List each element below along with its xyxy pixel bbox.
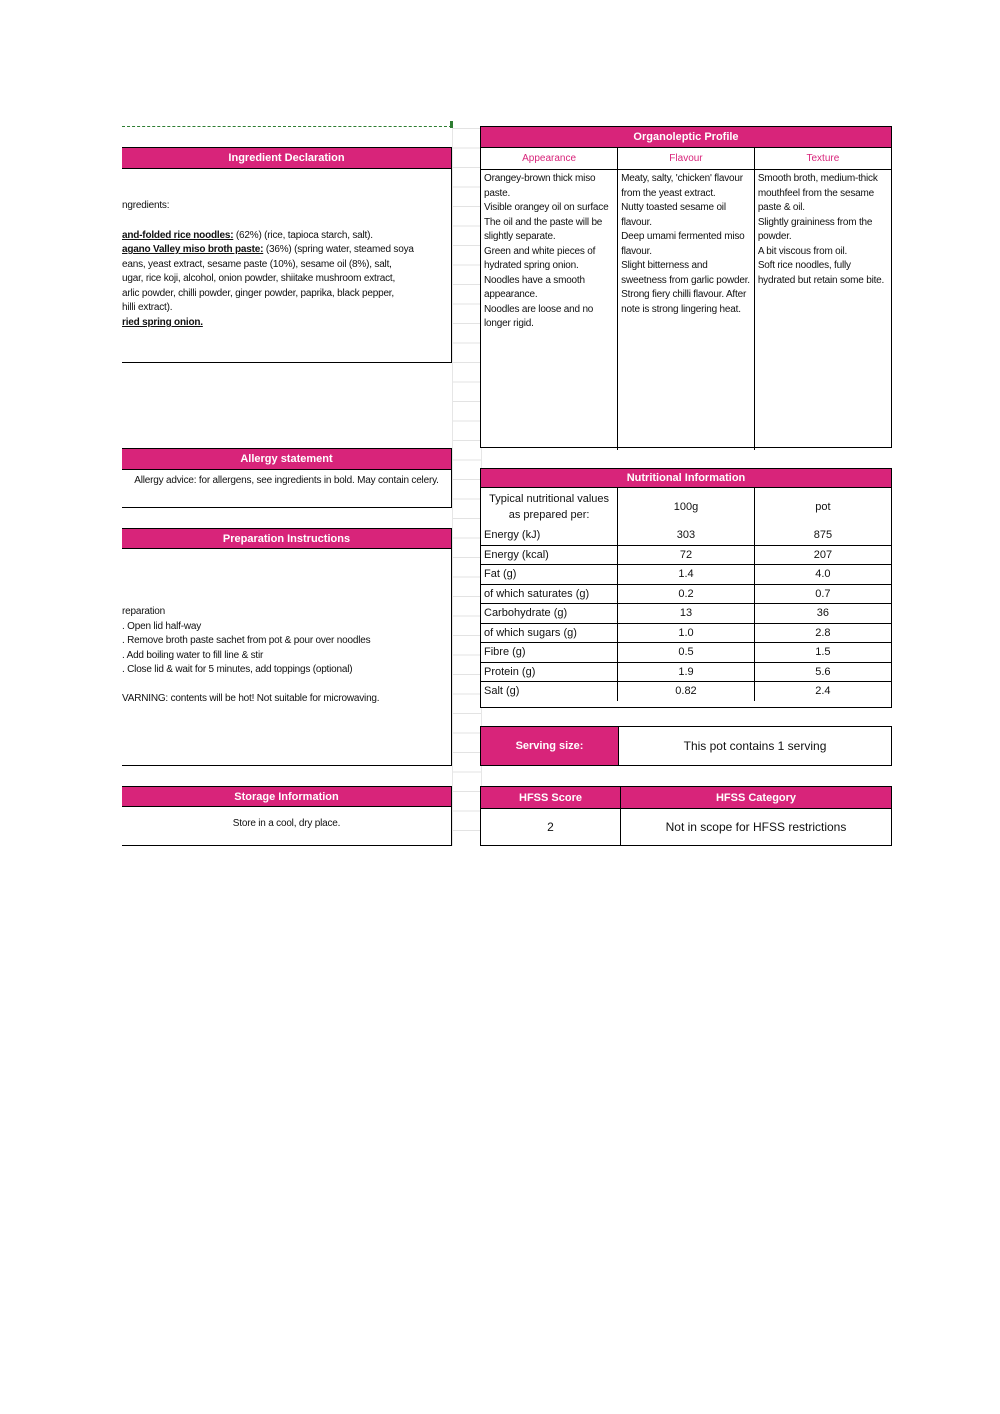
allergy-statement-panel (122, 448, 452, 508)
ingredient-line (122, 229, 443, 244)
nutrient-name: Protein (g) (481, 662, 618, 682)
preparation-panel (122, 528, 452, 766)
hfss-category-label: HFSS Category (621, 787, 892, 809)
preparation-line: . Open lid half-way (122, 620, 202, 632)
per-100g-value: 0.5 (618, 643, 755, 663)
preparation-line: . Remove broth paste sachet from pot & pour over noodles (122, 635, 371, 646)
ingredient-detail: (62%) (rice, tapioca starch, salt). (233, 229, 373, 241)
flavour-notes (618, 170, 755, 451)
ingredient-declaration-title: Ingredient Declaration (122, 148, 451, 169)
per-100g-value: 1.0 (618, 623, 755, 643)
organoleptic-table (481, 148, 891, 450)
per-100g-value: 1.4 (618, 565, 755, 585)
per-100g-value: 0.82 (618, 682, 755, 701)
ingredient-detail: ugar, rice koji, alcohol, onion powder, shiitake mushroom extract, (122, 273, 396, 284)
organoleptic-note: Meaty, salty, 'chicken' flavour from the yeast extract. (621, 173, 743, 199)
texture-notes (754, 170, 891, 451)
preparation-line (122, 678, 443, 693)
hfss-panel (480, 786, 892, 846)
nutrient-name: Fat (g) (481, 565, 618, 585)
ingredient-line (122, 272, 443, 287)
nutrition-header-pot: pot (815, 501, 831, 513)
allergy-text: Allergy advice: for allergens, see ingredients in bold. May contain celery. (134, 475, 439, 486)
per-pot-value: 36 (754, 604, 891, 624)
ingredient-line (122, 243, 443, 258)
preparation-title: Preparation Instructions (122, 529, 451, 549)
organoleptic-note: Nutty toasted sesame oil flavour. (621, 202, 726, 228)
ingredient-detail: (36%) (spring water, steamed soya (263, 244, 414, 255)
preparation-steps (122, 549, 451, 707)
per-100g-value: 13 (618, 604, 755, 624)
per-pot-value: 0.7 (754, 584, 891, 604)
nutrient-name: Salt (g) (481, 682, 618, 701)
storage-text: Store in a cool, dry place. (232, 818, 341, 829)
preparation-line: . Close lid & wait for 5 minutes, add toppings (optional) (122, 664, 353, 675)
per-pot-value: 5.6 (754, 662, 891, 682)
organoleptic-note: Slightly graininess from the powder. (757, 216, 873, 242)
nutrient-name: of which saturates (g) (481, 584, 618, 604)
appearance-header: Appearance (481, 148, 618, 170)
ingredients-heading: ngredients: (122, 200, 170, 211)
preparation-line: . Add boiling water to fill line & stir (122, 649, 264, 661)
organoleptic-title: Organoleptic Profile (481, 127, 891, 148)
nutrition-row (481, 565, 891, 585)
per-pot-value: 4.0 (754, 565, 891, 585)
organoleptic-note: Green and white pieces of hydrated spring onion. (484, 245, 596, 271)
storage-panel (122, 786, 452, 846)
nutrient-name: Carbohydrate (g) (481, 604, 618, 624)
per-100g-value: 0.2 (618, 584, 755, 604)
ingredient-line (122, 258, 443, 273)
ingredient-line (122, 316, 443, 331)
nutrition-title: Nutritional Information (481, 469, 891, 488)
per-100g-value: 72 (618, 545, 755, 565)
hfss-score-label: HFSS Score (481, 787, 621, 809)
nutrition-row (481, 643, 891, 663)
ingredient-detail: eans, yeast extract, sesame paste (10%), sesame oil (8%), salt, (122, 258, 392, 270)
nutrition-row (481, 604, 891, 624)
ingredient-component-name: and-folded rice noodles: (122, 229, 234, 241)
nutrition-row (481, 682, 891, 701)
nutrition-row (481, 584, 891, 604)
nutrition-row (481, 623, 891, 643)
hfss-category-value: Not in scope for HFSS restrictions (665, 820, 847, 834)
nutrient-name: Fibre (g) (481, 643, 618, 663)
nutritional-information-panel (480, 468, 892, 708)
organoleptic-note: A bit viscous from oil. (757, 245, 848, 257)
per-pot-value: 2.4 (815, 685, 831, 698)
allergy-statement-title: Allergy statement (122, 449, 451, 470)
nutrition-row (481, 545, 891, 565)
ingredient-component-name: ried spring onion. (122, 316, 203, 328)
per-pot-value: 2.8 (754, 623, 891, 643)
storage-title: Storage Information (122, 787, 451, 807)
hfss-score-value: 2 (481, 809, 621, 846)
cell-fill-handle[interactable] (450, 121, 453, 128)
organoleptic-note: Visible orangey oil on surface The oil and the paste will be slightly separate. (484, 202, 609, 242)
nutrient-name: of which sugars (g) (481, 623, 618, 643)
nutrition-row (481, 662, 891, 682)
appearance-notes (481, 170, 618, 451)
nutrient-name: Energy (kcal) (481, 545, 618, 565)
organoleptic-note: Noodles have a smooth appearance. (484, 274, 585, 300)
preparation-line: reparation (122, 606, 166, 617)
organoleptic-note: Slight bitterness and sweetness from garlic powder. (621, 260, 750, 286)
nutrition-row (481, 526, 891, 545)
organoleptic-note: Smooth broth, medium-thick mouthfeel from the sesame paste & oil. (757, 173, 878, 213)
ingredient-detail: arlic powder, chilli powder, ginger powder, paprika, black pepper, (122, 287, 394, 299)
serving-size-label: Serving size: (481, 727, 619, 765)
ingredient-detail: hilli extract). (122, 302, 173, 313)
per-100g-value: 1.9 (618, 662, 755, 682)
ingredient-line (122, 287, 443, 302)
serving-size-value: This pot contains 1 serving (683, 739, 827, 753)
nutrition-header-label: Typical nutritional values as prepared per: (481, 488, 618, 526)
ingredient-line (122, 301, 443, 316)
nutrient-name: Energy (kJ) (481, 526, 618, 545)
ingredient-component-name: agano Valley miso broth paste: (122, 244, 264, 255)
per-pot-value: 875 (754, 526, 891, 545)
preparation-line: VARNING: contents will be hot! Not suitable for microwaving. (122, 693, 380, 704)
per-pot-value: 1.5 (754, 643, 891, 663)
organoleptic-note: Deep umami fermented miso flavour. (621, 231, 745, 257)
spreadsheet-gridlines (452, 128, 482, 846)
flavour-header: Flavour (618, 148, 755, 170)
cell-selection-border (122, 126, 452, 127)
organoleptic-note: Strong fiery chilli flavour. After note is strong lingering heat. (621, 289, 747, 315)
organoleptic-note: Noodles are loose and no longer rigid. (484, 303, 594, 329)
texture-header: Texture (754, 148, 891, 170)
organoleptic-note: Orangey-brown thick miso paste. (484, 173, 596, 199)
nutrition-table (481, 488, 891, 701)
organoleptic-note: Soft rice noodles, fully hydrated but retain some bite. (757, 260, 885, 286)
organoleptic-profile-panel (480, 126, 892, 448)
ingredient-declaration-panel (122, 147, 452, 363)
per-100g-value: 303 (618, 526, 755, 545)
serving-size-panel (480, 726, 892, 766)
ingredients-list (122, 229, 443, 331)
per-pot-value: 207 (754, 545, 891, 565)
nutrition-header-100g: 100g (618, 488, 755, 526)
